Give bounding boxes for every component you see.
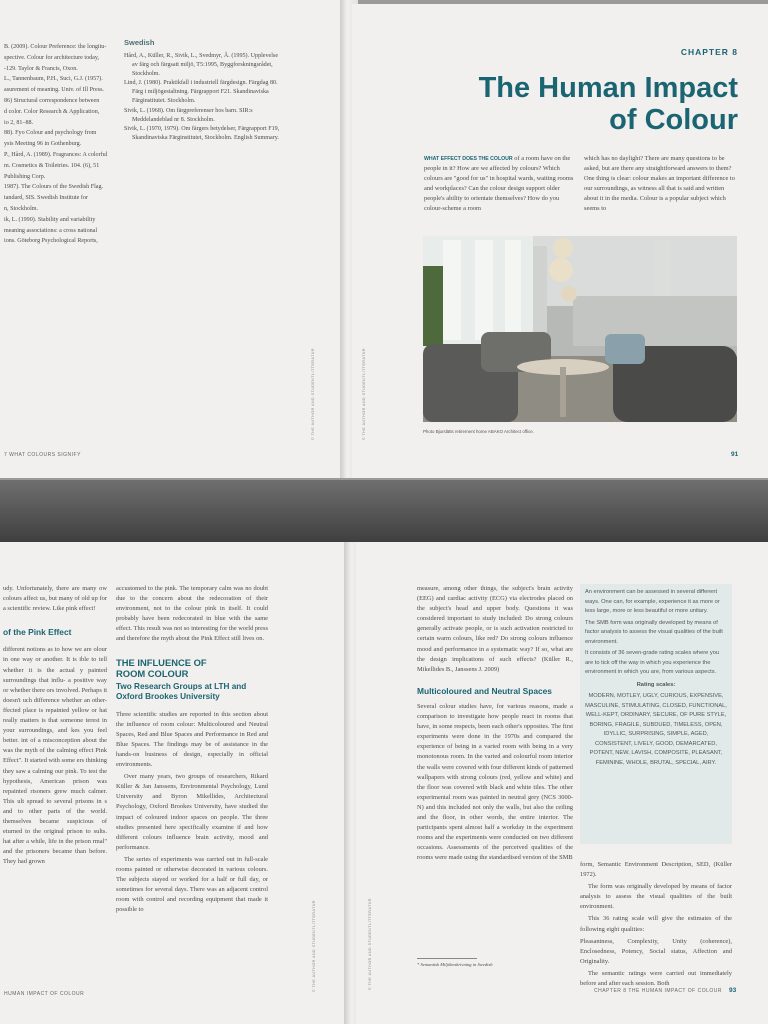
reference-line: 1987). The Colours of the Swedish Flag.	[4, 184, 104, 191]
reference-line: ions. Göteborg Psychological Reports,	[4, 238, 98, 245]
heading-line: Oxford Brookes University	[116, 691, 220, 701]
reference-line: L., Tannenbaum, P.H., Suci, G.J. (1957).	[4, 76, 103, 83]
page-left-top	[0, 0, 346, 478]
intro-column-1	[424, 154, 575, 215]
running-footer: CHAPTER 8 THE HUMAN IMPACT OF COLOUR	[594, 988, 723, 994]
spread-gap	[0, 480, 768, 542]
swedish-heading: Swedish	[124, 38, 155, 47]
intro-text: which has no daylight? There are many questions to be asked, but are there any straightforward answers to them? One thing is clear: colour makes an important difference to our surroundings, as witness all that is said and written about it in the media. Colour is a popular subject which seems to	[584, 155, 735, 213]
research-groups-heading	[116, 682, 268, 702]
running-footer: 7 WHAT COLOURS SIGNIFY	[4, 452, 81, 458]
pink-effect-heading: of the Pink Effect	[3, 627, 72, 638]
reference-line: ik, L. (1990). Stability and variability	[4, 216, 96, 223]
body-text: The form was originally developed by means of factor analysis to assess the visual qualities of the built environment.	[580, 883, 732, 911]
intro-column-2	[584, 154, 736, 215]
reference-line: io 2, 81–88.	[4, 119, 34, 126]
reference-line: P., Hård, A. (1989). Fragrances: A colorful	[4, 151, 108, 158]
reference-line: m. Cosmetics & Toiletries. 104. (6), 51	[4, 162, 100, 169]
photo-caption: Photo Bjurslätts retirement home ABAKO Architect office.	[423, 429, 534, 434]
sidebar-text: An environment can be assessed in several different ways. One can, for example, experience it as more or less large, more or less beautiful or more unitary.	[585, 589, 720, 614]
study-column	[417, 584, 573, 865]
reference-line: d color. Color Research & Application,	[4, 108, 100, 115]
reference-line: asurement of meaning. Univ. of Ill Press.	[4, 87, 104, 94]
intro-lead-in: WHAT EFFECT DOES THE COLOUR	[424, 156, 513, 162]
reference-list-left	[4, 43, 112, 248]
vertical-credit: © THE AUTHOR AND STUDENTLITTERATUR	[368, 898, 372, 990]
reference-entry: Sivik, L. (1970, 1979). Om färgers betydelser, Färgrapport F19, Skandinaviska Färginstitutet, Stockholm. English Summary.	[124, 126, 280, 142]
chapter-title-line: of Colour	[609, 104, 738, 136]
body-text: Several colour studies have, for various reasons, made a comparison to investigate how people react in rooms that have, in some respects, been each other's opposites. The first experiments were done in the 1970s and compared the experience of being in a varied room with being in a very monotonous room. In the varied and colourful room interior the walls were covered with four different kinds of patterned wallpapers with strong colours (red, yellow and white) and the floor was covered with black and white tiles. The other experimental room was painted in neutral grey (NCS 3000-N) and this included not only the walls, but also the ceiling and the floor, in other words, the entire interior. The participants spent almost half a workday in the experiment rooms and the experiments were conducted on two different occasions. Assessments of the perceived qualities of the rooms were made using the standardised version of the SMB	[417, 702, 573, 862]
reference-line: 88). Fyo Colour and psychology from	[4, 130, 97, 137]
vertical-credit: © THE AUTHOR AND STUDENTLITTERATUR	[362, 348, 366, 440]
reference-line: B. (2009). Colour Preference: the longitu-	[4, 44, 107, 50]
reference-line: ysis Meeting 96 in Gothenburg.	[4, 141, 82, 148]
body-text: Three scientific studies are reported in this section about the influence of room colour: Multicoloured and Neutral Spaces, Red and Blue Spaces and Performance in Red and Blue Spaces. The findings may be of assistance in the hands-on business of design, especially in official environments.	[116, 710, 268, 769]
influence-heading	[116, 657, 268, 679]
sidebar-text: The SMB form was originally developed by means of factor analysis to assess the visual qualities of the built environment.	[585, 619, 723, 645]
reference-line: meaning associations: a cross national	[4, 227, 98, 234]
page-number: 91	[731, 451, 739, 458]
body-text: The series of experiments was carried out in full-scale rooms painted or otherwise decorated in various colours. The subjects stayed or worked for a half or full day, or sometimes for several days. There was an adjacent control room with control and recording equipment that made it possible to	[116, 855, 268, 914]
body-text: This 36 rating scale will give the estimates of the following eight qualities:	[580, 915, 732, 933]
page-number: 93	[729, 987, 737, 994]
reference-line: 86) Structural correspondence between	[4, 97, 100, 104]
body-text: measure, among other things, the subject's brain activity (EEG) and cardiac activity (ECG) via electrodes placed on the subject's head and upper body. Questions it was considered important to study included: Do strong colours generally activate people, or is such activation restricted to certain warm colours, like red? Do strong colours influence mood and performance in a systematic way? If so, what are the design implications of such effects? (Küller R., Mikellides B., Janssens J. 2009)	[417, 585, 573, 673]
heading-line: Two Research Groups at LTH and	[116, 681, 247, 691]
rating-scales-list: MODERN, MOTLEY, UGLY, CURIOUS, EXPENSIVE, MASCULINE, STIMULATING, CLOSED, FUNCTIONAL, WELL-KEPT, ORDINARY, SECURE, OF PURE STYLE, BORING, FRAGILE, SUBDUED, TIMELESS, OPEN, IDYLLIC, SURPRISING, SIMPLE, AGED, CONSISTENT, LIVELY, GOOD, DEMARCATED, POTENT, NEW, LAVISH, COMPOSITE, PLEASANT, FEMININE, WHOLE, BRUTAL, SPECIAL, AIRY.	[585, 693, 727, 766]
influence-column	[116, 584, 268, 917]
body-text: Pleasantness, Complexity, Unity (coherence), Enclosedness, Potency, Social status, Affection and Originality.	[580, 937, 732, 965]
vertical-credit: © THE AUTHOR AND STUDENTLITTERATUR	[312, 900, 316, 992]
running-footer: HUMAN IMPACT OF COLOUR	[4, 991, 85, 997]
reference-entry: Sivik, L. (1968). Om färgpreferenser hos barn. SIR:s Meddelandeblad nr 8. Stockholm.	[124, 107, 253, 123]
footnote-rule	[417, 958, 477, 959]
body-text: udy. Unfortunately, there are many ow colours affect us, but many of old up for a scientific review. Like pink effect!	[3, 585, 107, 613]
intro-text: of a room have on the people in it? How are we affected by colours? Which colours are "good for us" in hospital wards, waiting rooms and workplaces? Can the colour design support older people's ability to orientate themselves? How do you colour-scheme a room	[424, 155, 574, 213]
heading-line: ROOM COLOUR	[116, 667, 189, 679]
chapter-label: CHAPTER 8	[680, 47, 738, 57]
reference-line: tandard, SIS. Swedish Institute for	[4, 195, 88, 202]
reference-line: n, Stockholm.	[4, 205, 39, 212]
reference-line: -129. Taylor & Francis, Oxon.	[4, 65, 78, 72]
vertical-credit: © THE AUTHOR AND STUDENTLITTERATUR	[311, 348, 315, 440]
sed-column	[580, 860, 732, 991]
rating-scales-heading: Rating scales:	[636, 681, 676, 688]
smb-sidebar	[580, 584, 732, 844]
chapter-title-line: The Human Impact	[478, 72, 738, 104]
body-text: form, Semantic Environment Description, SED, (Küller 1972).	[580, 861, 732, 879]
body-text: The semantic ratings were carried out immediately before and after each session. Both	[580, 969, 732, 988]
reference-entry: Hård, A., Küller, R., Sivik, L., Svedmyr, Å. (1995). Upplevelse av färg och färgsatt miljö, T5:1995, Byggforskningsrådet, Stockholm.	[124, 53, 279, 77]
sidebar-text: It consists of 36 seven-grade rating scales where you are to tick off the way in which you experience the environment in which you are, from various aspects.	[585, 650, 720, 675]
interior-photo-illustration	[423, 236, 737, 422]
footnote: * Semantisk Miljöbeskrivning in Swedish	[417, 962, 493, 967]
body-text: Over many years, two groups of researchers, Rikard Küller & Jan Janssens, Environmental Psychology, Lund University and Byron Mikellides, Architectural Psychology, Oxford Brookes University, have studied the impact of coloured indoor spaces on people. The three studies presented here specifically examine if and how different colours influence brain activity, mood and performance.	[116, 773, 268, 851]
pink-effect-column	[3, 584, 107, 869]
reference-line: Publishing Corp.	[4, 173, 46, 180]
body-text: accustomed to the pink. The temporary calm was no doubt due to the concern about the redecoration of their environment, not to the colour pink in itself. It could probably have been redecorated in blue with the same effect. This result was not so interesting for the world press and therefore the myth about the Pink Effect still lives on.	[116, 585, 268, 643]
chapter-title	[479, 72, 738, 136]
top-spread	[0, 0, 768, 480]
reference-list-swedish	[124, 38, 284, 144]
interior-photo	[423, 236, 737, 422]
reference-entry: Lind, J. (1980). Praktikfall i industriell färgdesign. Färgdag 80. Färg i miljögestaltning. Färgrapport F21. Skandinaviska Färginstitutet. Stockholm.	[124, 80, 278, 105]
multicoloured-heading: Multicoloured and Neutral Spaces	[417, 685, 552, 696]
heading-line: THE INFLUENCE OF	[116, 656, 207, 668]
reference-line: spective. Colour for architecture today,	[4, 54, 100, 61]
bottom-spread	[0, 542, 768, 1024]
body-text: different notions as to how we are olour in one way or another. It is ible to tell whether it is the actual y painted surroundings that influ- a positive way or whether there ors involved. Perhaps it doesn't uch difference whether an other- ffected place is repainted yellow or hat really matters is that someone terest in your surroundings, and kes you feel better. int of a misconception about the was the myth of the calming effect Pink Effect". It started with some ers thinking they saw a calming our pink. To test the hypothesis, American prison was repainted risoners grew much calmer. This ult spread to several prisons in s and to other parts of the world. themselves became suspicious of eturned to the original prison to sults. hat after a while, life in the prison rmal" and the prisoners became than before. They had grown	[3, 646, 107, 866]
